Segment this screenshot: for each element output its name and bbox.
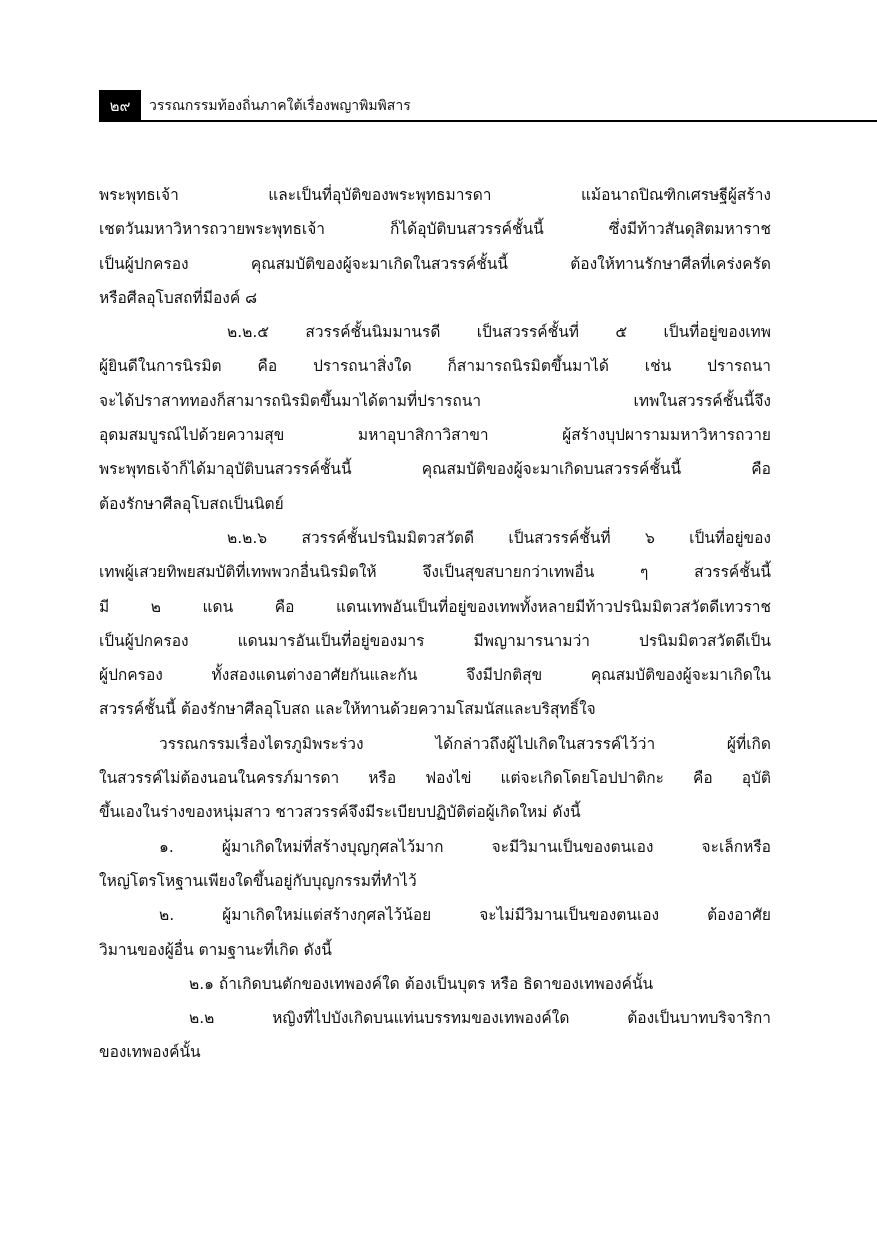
body-line: จะได้ปราสาททองก็สามารถนิรมิตขึ้นมาได้ตามที่ปรารถนา เทพในสวรรค์ชั้นนี้จึง [99, 391, 771, 410]
sub-list-item-line: ๒.๒ หญิงที่ไปบังเกิดบนแท่นบรรทมของเทพองค์ใด ต้องเป็นบาทบริจาริกา [189, 1009, 771, 1028]
section-heading-line: ๒.๒.๕ สวรรค์ชั้นนิมมานรดี เป็นสวรรค์ชั้นที่ ๕ เป็นที่อยู่ของเทพ [227, 323, 771, 342]
body-line: ผู้ยินดีในการนิรมิต คือ ปรารถนาสิ่งใด ก็สามารถนิรมิตขึ้นมาได้ เช่น ปรารถนา [99, 357, 771, 376]
page-header [99, 90, 877, 122]
body-text [99, 178, 771, 1070]
page-number: ๒๙ [99, 90, 141, 122]
body-line: มี ๒ แดน คือ แดนเทพอันเป็นที่อยู่ของเทพทั้งหลายมีท้าวปรนิมมิตวสวัตดีเทวราช [99, 597, 771, 616]
body-line: สวรรค์ชั้นนี้ ต้องรักษาศีลอุโบสถ และให้ทานด้วยความโสมนัสและบริสุทธิ์ใจ [99, 700, 596, 719]
body-line: ผู้ปกครอง ทั้งสองแดนต่างอาศัยกันและกัน จึงมีปกติสุข คุณสมบัติของผู้จะมาเกิดใน [99, 666, 771, 685]
body-line: เป็นผู้ปกครอง คุณสมบัติของผู้จะมาเกิดในสวรรค์ชั้นนี้ ต้องให้ทานรักษาศีลที่เคร่งครัด [99, 254, 771, 273]
body-line: ของเทพองค์นั้น [99, 1043, 201, 1062]
section-heading-line: ๒.๒.๖ สวรรค์ชั้นปรนิมมิตวสวัตดี เป็นสวรรค์ชั้นที่ ๖ เป็นที่อยู่ของ [227, 528, 771, 547]
body-line: ใหญ่โตรโหฐานเพียงใดขึ้นอยู่กับบุญกรรมที่ทำไว้ [99, 871, 417, 890]
body-line: อุดมสมบูรณ์ไปด้วยความสุข มหาอุบาสิกาวิสาขา ผู้สร้างบุปผารามมหาวิหารถวาย [99, 426, 771, 445]
body-line: พระพุทธเจ้าก็ได้มาอุบัติบนสวรรค์ชั้นนี้ คุณสมบัติของผู้จะมาเกิดบนสวรรค์ชั้นนี้ คือ [99, 460, 771, 479]
body-line: เทพผู้เสวยทิพยสมบัติที่เทพพวกอื่นนิรมิตให้ จึงเป็นสุขสบายกว่าเทพอื่น ๆ สวรรค์ชั้นนี้ [99, 563, 771, 582]
sub-list-item-line: ๒.๑ ถ้าเกิดบนตักของเทพองค์ใด ต้องเป็นบุตร หรือ ธิดาของเทพองค์นั้น [189, 974, 654, 993]
body-line: วิมานของผู้อื่น ตามฐานะที่เกิด ดังนี้ [99, 940, 332, 959]
paragraph-first-line: วรรณกรรมเรื่องไตรภูมิพระร่วง ได้กล่าวถึงผู้ไปเกิดในสวรรค์ไว้ว่า ผู้ที่เกิด [159, 734, 771, 753]
body-line: พระพุทธเจ้า และเป็นที่อุบัติของพระพุทธมารดา แม้อนาถปิณฑิกเศรษฐีผู้สร้าง [99, 186, 771, 204]
body-line: ขึ้นเองในร่างของหนุ่มสาว ชาวสวรรค์จึงมีระเบียบปฏิบัติต่อผู้เกิดใหม่ ดังนี้ [99, 803, 581, 822]
body-line: ในสวรรค์ไม่ต้องนอนในครรภ์มารดา หรือ ฟองไข่ แต่จะเกิดโดยโอปปาติกะ คือ อุบัติ [99, 769, 771, 788]
body-line: หรือศีลอุโบสถที่มีองค์ ๘ [99, 288, 258, 307]
body-line: เชตวันมหาวิหารถวายพระพุทธเจ้า ก็ได้อุบัติบนสวรรค์ชั้นนี้ ซึ่งมีท้าวสันดุสิตมหาราช [99, 220, 771, 239]
running-title: วรรณกรรมท้องถิ่นภาคใต้เรื่องพญาพิมพิสาร [149, 98, 411, 114]
body-line: ต้องรักษาศีลอุโบสถเป็นนิตย์ [99, 494, 284, 513]
body-line: เป็นผู้ปกครอง แดนมารอันเป็นที่อยู่ของมาร มีพญามารนามว่า ปรนิมมิตวสวัตดีเป็น [99, 631, 771, 650]
header-rule [99, 120, 877, 122]
list-item-line: ๒. ผู้มาเกิดใหม่แต่สร้างกุศลไว้น้อย จะไม่มีวิมานเป็นของตนเอง ต้องอาศัย [159, 906, 771, 925]
list-item-line: ๑. ผู้มาเกิดใหม่ที่สร้างบุญกุศลไว้มาก จะมีวิมานเป็นของตนเอง จะเล็กหรือ [159, 837, 771, 856]
